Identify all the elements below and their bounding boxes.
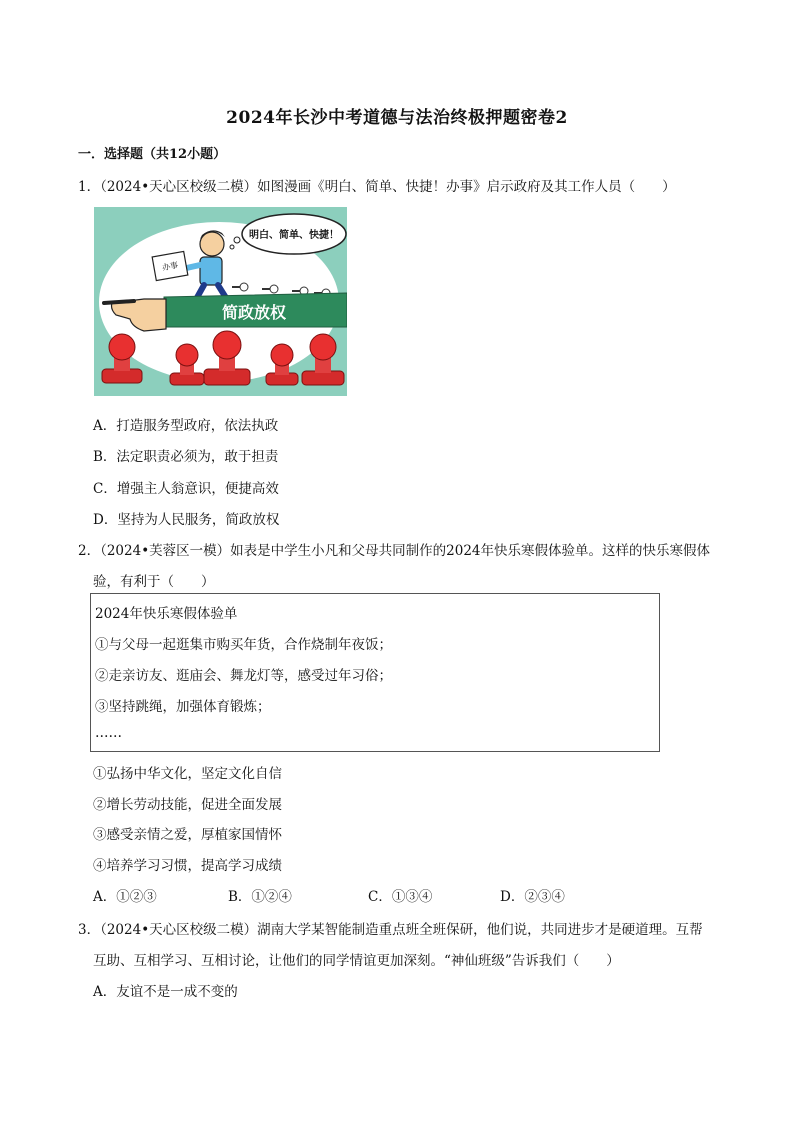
page-title: 2024年长沙中考道德与法治终极押题密卷2 <box>226 108 568 128</box>
q2-statement-1: ①弘扬中华文化，坚定文化自信 <box>93 766 282 782</box>
q2-choice-b: B．①②④ <box>228 889 292 905</box>
speech-text: 明白、简单、快捷！ <box>249 230 339 241</box>
table-item-2: ②走亲访友、逛庙会、舞龙灯等，感受过年习俗； <box>95 668 392 684</box>
q1-option-b: B．法定职责必须为，敢于担责 <box>93 449 279 465</box>
banner-text: 简政放权 <box>221 303 287 322</box>
q2-statement-2: ②增长劳动技能，促进全面发展 <box>93 797 282 813</box>
section-heading: 一．选择题（共12小题） <box>78 147 227 162</box>
q1-option-a: A．打造服务型政府，依法执政 <box>93 418 279 434</box>
experience-table <box>90 593 660 752</box>
cartoon-image <box>94 207 347 396</box>
q2-choice-a: A．①②③ <box>93 889 157 905</box>
q1-option-c: C．增强主人翁意识，便捷高效 <box>93 481 279 497</box>
q2-statement-4: ④培养学习习惯，提高学习成绩 <box>93 858 282 874</box>
question-3-stem-line2: 互助、互相学习、互相讨论，让他们的同学情谊更加深刻。“神仙班级”告诉我们（ ） <box>93 953 620 969</box>
figure-head <box>200 232 224 256</box>
question-3-stem-line1: 3．（2024•天心区校级二模）湖南大学某智能制造重点班全班保研，他们说，共同进步才是硬道理。互帮 <box>78 922 703 938</box>
q1-option-d: D．坚持为人民服务，简政放权 <box>93 512 280 528</box>
question-2-stem-line2: 验，有利于（ ） <box>93 574 215 590</box>
question-2-stem-line1: 2．（2024•芙蓉区一模）如表是中学生小凡和父母共同制作的2024年快乐寒假体验单。这样的快乐寒假体 <box>78 543 711 559</box>
figure-body <box>200 257 222 285</box>
table-title: 2024年快乐寒假体验单 <box>95 606 238 622</box>
table-item-3: ③坚持跳绳，加强体育锻炼； <box>95 699 271 715</box>
q2-choice-c: C．①③④ <box>368 889 433 905</box>
table-ellipsis: …… <box>95 725 122 741</box>
q2-statement-3: ③感受亲情之爱，厚植家国情怀 <box>93 827 282 843</box>
q2-choice-d: D．②③④ <box>500 889 565 905</box>
table-item-1: ①与父母一起逛集市购买年货，合作烧制年夜饭； <box>95 637 392 653</box>
question-1-stem: 1．（2024•天心区校级二模）如图漫画《明白、简单、快捷！办事》启示政府及其工作人员（ ） <box>78 179 676 195</box>
paper-text: 办事 <box>161 260 179 273</box>
q3-option-a: A．友谊不是一成不变的 <box>93 984 238 1000</box>
